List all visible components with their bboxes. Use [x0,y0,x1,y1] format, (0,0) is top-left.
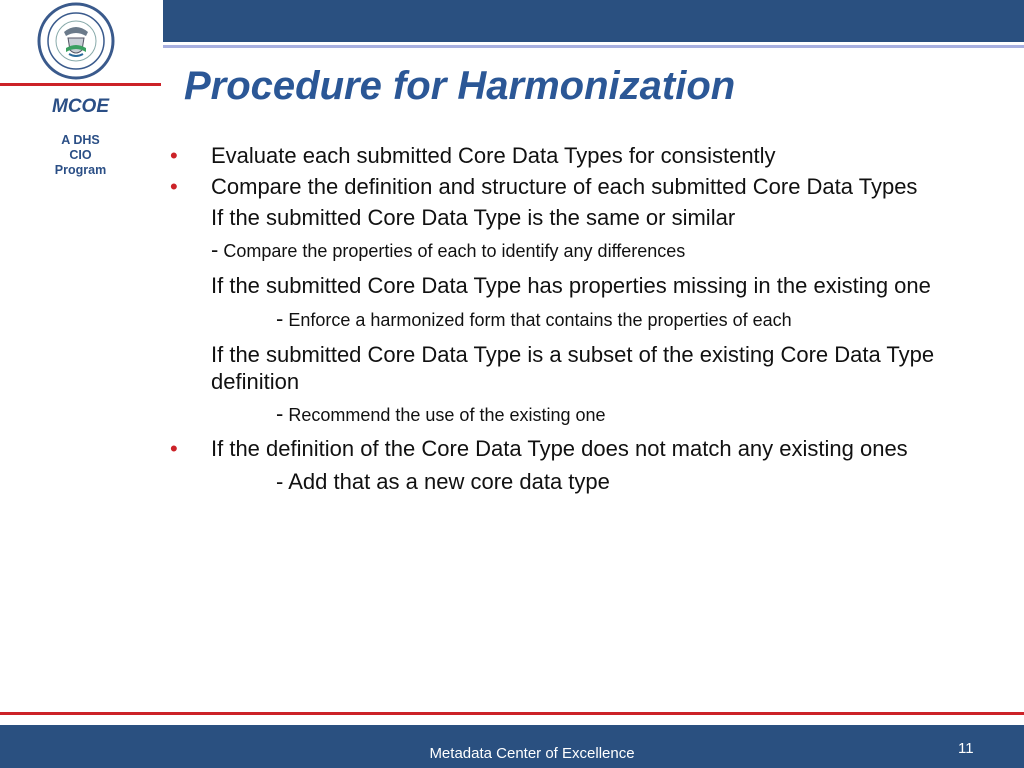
bullet-text: Evaluate each submitted Core Data Types for consistently [211,143,776,168]
dash-item [170,400,1000,429]
dash-marker: - [276,306,284,331]
dash-marker: - [211,237,219,262]
bullet-marker: • [170,436,178,461]
dash-item [170,305,1000,334]
bullet-item [170,435,1000,462]
bullet-marker: • [170,143,178,168]
sub-item [170,204,1000,231]
footer-red-rule [0,712,1024,715]
org-tagline [0,133,161,178]
footer-title: Metadata Center of Excellence [429,745,635,762]
bullet-text: If the definition of the Core Data Type does not match any existing ones [211,436,908,461]
bullet-text: Compare the definition and structure of each submitted Core Data Types [211,174,918,199]
dash-marker: - [276,469,284,494]
top-banner-bar [163,0,1024,42]
dash-item-text: Compare the properties of each to identify any differences [223,241,686,261]
top-divider-line [163,45,1024,48]
dash-item-text: Add that as a new core data type [288,469,610,494]
bullet-item [170,142,1000,169]
tagline-line: A DHS [61,133,100,147]
sub-item [170,272,1000,299]
sub-item [170,341,1000,395]
sub-item-text: If the submitted Core Data Type is a subset of the existing Core Data Type definition [211,342,935,394]
dash-item-text: Enforce a harmonized form that contains the properties of each [288,310,792,330]
dash-item-text: Recommend the use of the existing one [288,405,606,425]
slide-title: Procedure for Harmonization [184,64,736,108]
dash-item [170,468,1000,495]
dash-item [170,236,1000,265]
sub-item-text: If the submitted Core Data Type is the same or similar [211,205,736,230]
bullet-item [170,173,1000,200]
dhs-seal-icon [36,2,116,80]
tagline-line: Program [54,163,107,177]
org-acronym: MCOE [52,96,109,117]
page-number: 11 [958,740,974,757]
sub-item-text: If the submitted Core Data Type has properties missing in the existing one [211,273,931,298]
tagline-line: CIO [69,148,92,162]
dash-marker: - [276,401,284,426]
slide-body [170,142,1000,495]
sidebar-red-rule [0,83,161,86]
bullet-marker: • [170,174,178,199]
